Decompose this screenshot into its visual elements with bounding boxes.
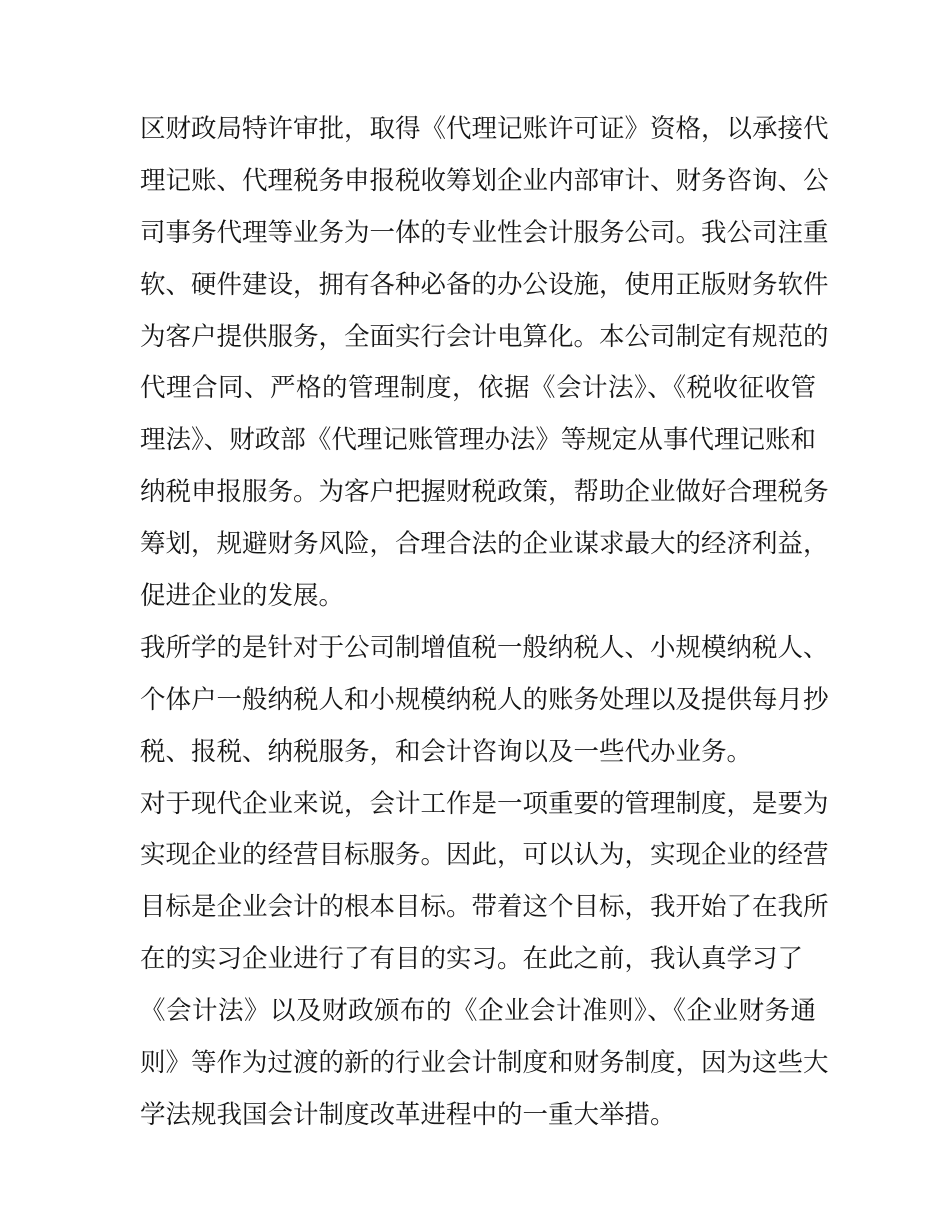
text-line: 代理合同、严格的管理制度，依据《会计法》、《税收征收管 (140, 373, 816, 404)
paragraph-company-intro (140, 104, 829, 623)
text-line: 促进企业的发展。 (140, 581, 345, 612)
text-line: 我所学的是针对于公司制增值税一般纳税人、小规模纳税人、 (140, 632, 829, 663)
text-line: 实现企业的经营目标服务。因此，可以认为，实现企业的经营 (140, 840, 829, 871)
text-line: 个体户一般纳税人和小规模纳税人的账务处理以及提供每月抄 (140, 684, 829, 715)
text-line: 《会计法》以及财政颁布的《企业会计准则》、《企业财务通 (140, 996, 816, 1027)
text-line: 税、报税、纳税服务，和会计咨询以及一些代办业务。 (140, 736, 753, 767)
text-line: 对于现代企业来说，会计工作是一项重要的管理制度，是要为 (140, 788, 829, 819)
text-line: 理法》、财政部《代理记账管理办法》等规定从事代理记账和 (140, 425, 816, 456)
document-body (140, 104, 829, 1142)
text-line: 目标是企业会计的根本目标。带着这个目标，我开始了在我所 (140, 892, 829, 923)
text-line: 筹划，规避财务风险，合理合法的企业谋求最大的经济利益， (140, 529, 829, 560)
paragraph-accounting-goals (140, 779, 829, 1142)
paragraph-study-scope (140, 623, 829, 779)
text-line: 则》等作为过渡的新的行业会计制度和财务制度，因为这些大 (140, 1048, 829, 1079)
text-line: 为客户提供服务，全面实行会计电算化。本公司制定有规范的 (140, 321, 829, 352)
text-line: 学法规我国会计制度改革进程中的一重大举措。 (140, 1099, 676, 1130)
text-line: 理记账、代理税务申报税收筹划企业内部审计、财务咨询、公 (140, 165, 829, 196)
text-line: 司事务代理等业务为一体的专业性会计服务公司。我公司注重 (140, 217, 829, 248)
text-line: 纳税申报服务。为客户把握财税政策，帮助企业做好合理税务 (140, 477, 829, 508)
text-line: 在的实习企业进行了有目的实习。在此之前，我认真学习了 (140, 944, 804, 975)
text-line: 区财政局特许审批，取得《代理记账许可证》资格，以承接代 (140, 114, 829, 144)
text-line: 软、硬件建设，拥有各种必备的办公设施，使用正版财务软件 (140, 269, 829, 300)
